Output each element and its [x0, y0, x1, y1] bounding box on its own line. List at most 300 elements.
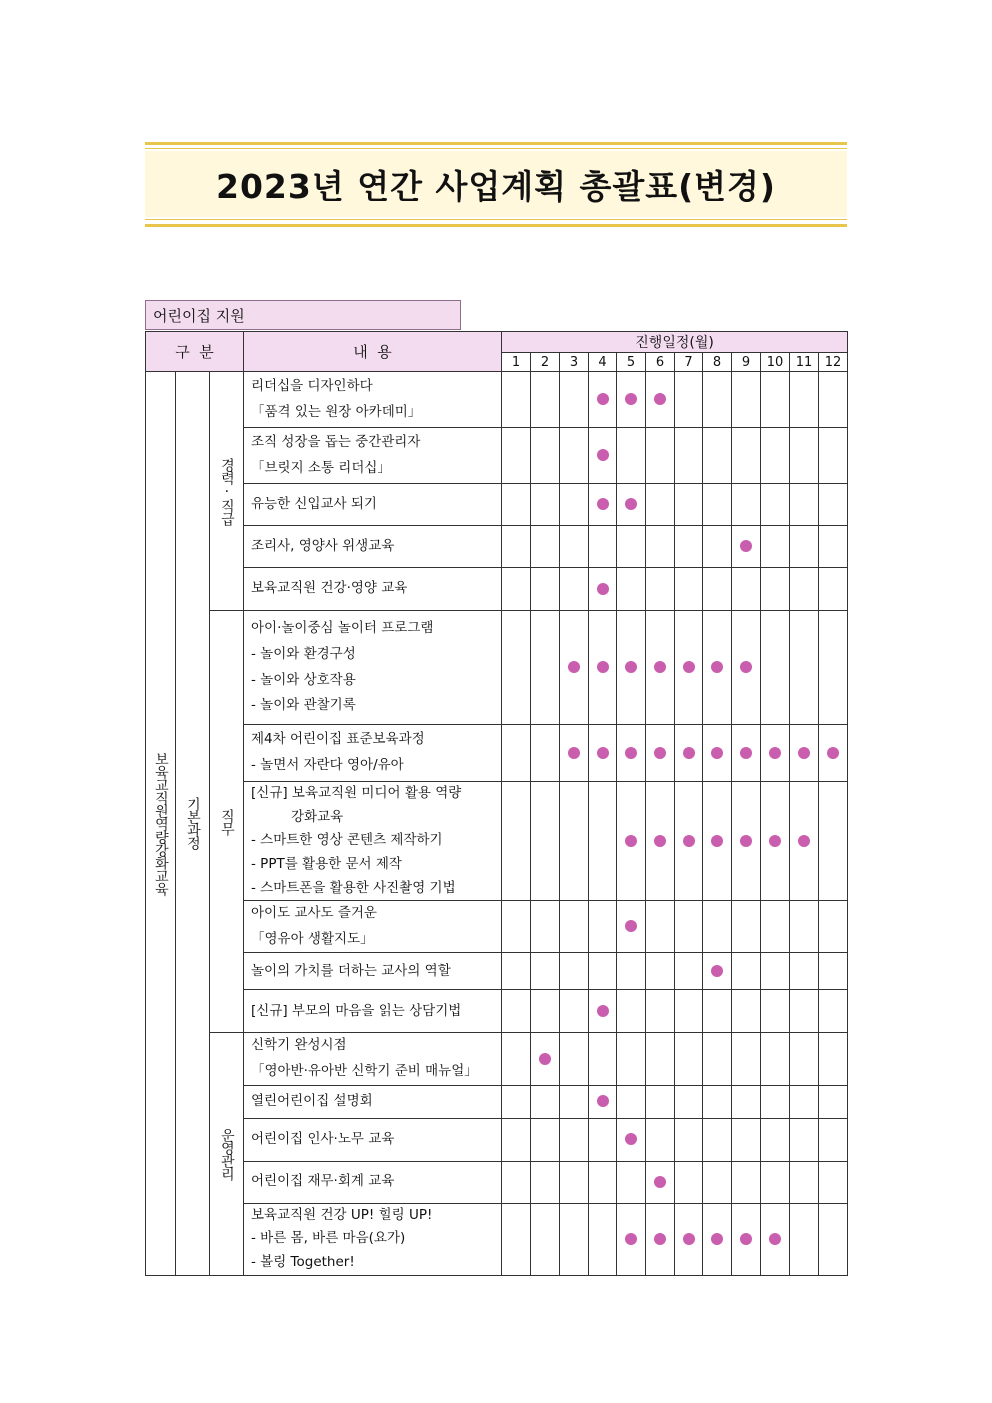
month-cell [502, 953, 531, 990]
month-cell [703, 725, 732, 782]
month-cell [761, 1203, 790, 1275]
month-cell [617, 1085, 646, 1118]
month-cell [703, 611, 732, 725]
month-cell [646, 611, 675, 725]
month-cell [819, 428, 848, 484]
month-cell [819, 901, 848, 953]
schedule-dot [827, 747, 839, 759]
month-cell [761, 953, 790, 990]
month-cell [703, 372, 732, 428]
row-content [244, 1161, 502, 1203]
schedule-dot [683, 835, 695, 847]
content-line: 아이·놀이중심 놀이터 프로그램 [251, 620, 434, 637]
month-cell [502, 1203, 531, 1275]
month-cell [761, 782, 790, 901]
month-cell [646, 428, 675, 484]
month-cell [617, 484, 646, 526]
table-row [146, 990, 848, 1033]
schedule-dot [740, 747, 752, 759]
month-cell [617, 526, 646, 568]
content-line: 유능한 신입교사 되기 [251, 495, 377, 512]
content-line: 강화교육 [291, 808, 344, 825]
content-line: - 놀이와 관찰기록 [251, 697, 356, 714]
schedule-dot [769, 747, 781, 759]
content-line: 「영유아 생활지도」 [251, 930, 374, 947]
group-level1 [146, 372, 176, 1276]
content-line: 제4차 어린이집 표준보육과정 [251, 731, 425, 748]
month-cell [703, 990, 732, 1033]
month-cell [761, 1161, 790, 1203]
month-cell [531, 1161, 560, 1203]
content-line: 조직 성장을 돕는 중간관리자 [251, 433, 421, 450]
month-header: 2 [531, 353, 560, 372]
month-cell [502, 725, 531, 782]
schedule-dot [740, 835, 752, 847]
month-cell [819, 725, 848, 782]
content-line: - 스마트한 영상 콘텐츠 제작하기 [251, 832, 443, 849]
month-cell [703, 1118, 732, 1161]
content-line: - 바른 몸, 바른 마음(요가) [251, 1230, 406, 1247]
schedule-dot [625, 747, 637, 759]
month-cell [675, 611, 703, 725]
row-content [244, 428, 502, 484]
content-line: [신규] 부모의 마음을 읽는 상담기법 [251, 1002, 462, 1019]
month-cell [732, 1161, 761, 1203]
month-cell [819, 1161, 848, 1203]
table-row [146, 901, 848, 953]
month-cell [502, 1033, 531, 1085]
month-cell [646, 990, 675, 1033]
month-cell [589, 725, 617, 782]
group-level1-text: 보육교직원역량강화교육 [152, 751, 169, 895]
month-cell [531, 1118, 560, 1161]
month-cell [589, 782, 617, 901]
row-content [244, 1085, 502, 1118]
month-cell [560, 526, 589, 568]
page-title: 2023년 연간 사업계획 총괄표(변경) [215, 166, 776, 206]
month-cell [761, 526, 790, 568]
content-line: 「브릿지 소통 리더십」 [251, 459, 391, 476]
month-cell [617, 1118, 646, 1161]
content-line: 어린이집 인사·노무 교육 [251, 1130, 395, 1147]
row-content [244, 611, 502, 725]
schedule-dot [654, 1176, 666, 1188]
month-cell [761, 1085, 790, 1118]
month-cell [703, 782, 732, 901]
schedule-dot [711, 747, 723, 759]
month-cell [761, 484, 790, 526]
month-header: 1 [502, 353, 531, 372]
schedule-dot [539, 1053, 551, 1065]
month-cell [560, 1203, 589, 1275]
month-cell [617, 372, 646, 428]
month-cell [560, 990, 589, 1033]
schedule-dot [683, 1233, 695, 1245]
month-cell [819, 611, 848, 725]
month-cell [675, 1203, 703, 1275]
month-cell [589, 526, 617, 568]
table-row [146, 782, 848, 901]
month-cell [790, 1203, 819, 1275]
month-header: 4 [589, 353, 617, 372]
title-rule [145, 224, 847, 227]
schedule-dot [597, 583, 609, 595]
month-header: 9 [732, 353, 761, 372]
row-content [244, 526, 502, 568]
content-header: 내 용 [244, 332, 502, 372]
month-cell [589, 484, 617, 526]
month-cell [703, 953, 732, 990]
month-cell [617, 901, 646, 953]
month-cell [502, 568, 531, 611]
month-cell [790, 484, 819, 526]
month-cell [502, 611, 531, 725]
month-cell [675, 484, 703, 526]
month-cell [732, 1085, 761, 1118]
month-header: 7 [675, 353, 703, 372]
schedule-dot [769, 835, 781, 847]
schedule-dot [597, 661, 609, 673]
month-cell [703, 1033, 732, 1085]
month-cell [790, 953, 819, 990]
month-cell [732, 1203, 761, 1275]
title-box [145, 151, 847, 217]
title-banner [145, 142, 847, 228]
month-cell [703, 1161, 732, 1203]
month-cell [819, 1118, 848, 1161]
row-content [244, 1118, 502, 1161]
month-cell [703, 901, 732, 953]
title-rule [145, 148, 847, 149]
month-header: 6 [646, 353, 675, 372]
content-line: - 놀이와 환경구성 [251, 645, 356, 662]
row-content [244, 372, 502, 428]
month-cell [617, 725, 646, 782]
month-cell [790, 725, 819, 782]
schedule-dot [654, 747, 666, 759]
month-cell [732, 526, 761, 568]
month-cell [675, 1085, 703, 1118]
header-row [146, 332, 848, 353]
section-tab: 어린이집 지원 [145, 300, 461, 330]
table-row [146, 611, 848, 725]
month-cell [531, 782, 560, 901]
plan-table [145, 331, 848, 1276]
title-rule [145, 142, 847, 145]
month-cell [560, 428, 589, 484]
month-cell [531, 1033, 560, 1085]
schedule-dot [597, 1005, 609, 1017]
month-cell [732, 1033, 761, 1085]
schedule-dot [740, 1233, 752, 1245]
content-line: 보육교직원 건강·영양 교육 [251, 580, 408, 597]
schedule-dot [654, 393, 666, 405]
row-content [244, 953, 502, 990]
schedule-header: 진행일정(월) [502, 332, 848, 353]
month-cell [675, 990, 703, 1033]
month-cell [531, 526, 560, 568]
month-cell [675, 568, 703, 611]
month-cell [531, 372, 560, 428]
month-cell [675, 428, 703, 484]
content-line: 보육교직원 건강 UP! 힐링 UP! [251, 1206, 433, 1223]
month-cell [790, 990, 819, 1033]
month-cell [531, 428, 560, 484]
schedule-dot [711, 1233, 723, 1245]
month-cell [646, 1161, 675, 1203]
table-row [146, 428, 848, 484]
content-line: - 놀이와 상호작용 [251, 671, 356, 688]
schedule-dot [711, 965, 723, 977]
month-cell [819, 1203, 848, 1275]
row-content [244, 725, 502, 782]
table-row [146, 953, 848, 990]
month-cell [617, 428, 646, 484]
month-cell [819, 953, 848, 990]
row-content [244, 990, 502, 1033]
month-cell [732, 725, 761, 782]
month-cell [502, 1161, 531, 1203]
month-cell [560, 953, 589, 990]
month-cell [617, 990, 646, 1033]
content-line: 「영아반·유아반 신학기 준비 매뉴얼」 [251, 1063, 478, 1080]
month-cell [589, 611, 617, 725]
group-duty [210, 611, 244, 1033]
month-cell [531, 901, 560, 953]
month-cell [502, 1085, 531, 1118]
month-cell [589, 568, 617, 611]
month-cell [732, 428, 761, 484]
month-cell [589, 1085, 617, 1118]
month-cell [819, 484, 848, 526]
month-cell [790, 782, 819, 901]
month-cell [502, 372, 531, 428]
group-level2 [176, 372, 210, 1276]
table-row [146, 1085, 848, 1118]
month-cell [560, 725, 589, 782]
schedule-dot [769, 1233, 781, 1245]
table-row [146, 725, 848, 782]
group-level2-text: 기본과정 [184, 797, 201, 850]
schedule-dot [683, 747, 695, 759]
schedule-dot [798, 747, 810, 759]
month-cell [531, 953, 560, 990]
month-header: 5 [617, 353, 646, 372]
month-cell [617, 782, 646, 901]
month-cell [703, 428, 732, 484]
month-cell [761, 725, 790, 782]
month-header: 10 [761, 353, 790, 372]
month-cell [732, 953, 761, 990]
month-cell [589, 990, 617, 1033]
row-content [244, 1203, 502, 1275]
month-cell [761, 1118, 790, 1161]
month-cell [732, 901, 761, 953]
table-row [146, 484, 848, 526]
title-rule [145, 219, 847, 220]
month-header: 11 [790, 353, 819, 372]
month-cell [589, 1033, 617, 1085]
month-cell [531, 1203, 560, 1275]
table-row [146, 1118, 848, 1161]
month-cell [703, 526, 732, 568]
month-cell [646, 526, 675, 568]
month-cell [703, 1085, 732, 1118]
month-cell [502, 782, 531, 901]
table-row [146, 526, 848, 568]
month-header: 12 [819, 353, 848, 372]
content-line: 어린이집 재무·회계 교육 [251, 1173, 395, 1190]
month-cell [761, 990, 790, 1033]
month-cell [819, 526, 848, 568]
table-row [146, 372, 848, 428]
table-row [146, 568, 848, 611]
schedule-dot [625, 1233, 637, 1245]
content-line: 놀이의 가치를 더하는 교사의 역할 [251, 962, 451, 979]
month-cell [646, 953, 675, 990]
schedule-dot [625, 498, 637, 510]
month-cell [761, 611, 790, 725]
month-cell [646, 1203, 675, 1275]
month-cell [732, 611, 761, 725]
month-cell [531, 1085, 560, 1118]
month-cell [675, 1033, 703, 1085]
schedule-dot [597, 449, 609, 461]
month-cell [646, 1118, 675, 1161]
month-cell [560, 1085, 589, 1118]
month-cell [560, 1118, 589, 1161]
month-cell [675, 953, 703, 990]
month-cell [502, 1118, 531, 1161]
content-line: 아이도 교사도 즐거운 [251, 905, 377, 922]
month-cell [819, 372, 848, 428]
month-cell [790, 428, 819, 484]
month-cell [790, 611, 819, 725]
month-cell [560, 1161, 589, 1203]
month-cell [589, 1118, 617, 1161]
month-cell [589, 1161, 617, 1203]
content-line: - 놀면서 자란다 영아/유아 [251, 757, 404, 773]
month-header: 3 [560, 353, 589, 372]
table-row [146, 1033, 848, 1085]
month-cell [560, 484, 589, 526]
content-line: - PPT를 활용한 문서 제작 [251, 855, 402, 872]
schedule-dot [711, 835, 723, 847]
month-cell [560, 901, 589, 953]
month-cell [560, 568, 589, 611]
schedule-dot [625, 1133, 637, 1145]
month-cell [617, 953, 646, 990]
month-cell [589, 953, 617, 990]
month-cell [646, 901, 675, 953]
group-career-text: 경력·직급 [218, 457, 235, 525]
month-cell [819, 1033, 848, 1085]
month-cell [761, 372, 790, 428]
schedule-dot [740, 661, 752, 673]
month-cell [502, 428, 531, 484]
schedule-dot [654, 1233, 666, 1245]
month-cell [675, 782, 703, 901]
content-line: 「품격 있는 원장 아카데미」 [251, 403, 422, 420]
schedule-dot [568, 661, 580, 673]
month-cell [646, 782, 675, 901]
month-cell [675, 901, 703, 953]
schedule-dot [597, 747, 609, 759]
schedule-dot [711, 661, 723, 673]
month-cell [560, 1033, 589, 1085]
month-cell [531, 725, 560, 782]
schedule-dot [625, 920, 637, 932]
month-cell [790, 1118, 819, 1161]
table-row [146, 1203, 848, 1275]
month-cell [531, 990, 560, 1033]
month-cell [732, 372, 761, 428]
schedule-dot [597, 393, 609, 405]
month-cell [646, 725, 675, 782]
month-cell [761, 901, 790, 953]
month-cell [703, 1203, 732, 1275]
month-cell [646, 1085, 675, 1118]
schedule-dot [798, 835, 810, 847]
month-cell [617, 568, 646, 611]
month-header: 8 [703, 353, 732, 372]
month-cell [675, 526, 703, 568]
month-cell [502, 484, 531, 526]
month-cell [790, 372, 819, 428]
month-cell [703, 568, 732, 611]
content-line: - 스마트폰을 활용한 사진촬영 기법 [251, 879, 456, 896]
schedule-dot [683, 661, 695, 673]
schedule-dot [740, 540, 752, 552]
month-cell [531, 484, 560, 526]
month-cell [819, 568, 848, 611]
month-cell [531, 568, 560, 611]
month-cell [732, 484, 761, 526]
group-operation [210, 1033, 244, 1275]
month-cell [646, 1033, 675, 1085]
schedule-dot [654, 835, 666, 847]
month-cell [732, 1118, 761, 1161]
row-content [244, 782, 502, 901]
month-cell [646, 372, 675, 428]
schedule-dot [568, 747, 580, 759]
month-cell [732, 568, 761, 611]
month-cell [646, 484, 675, 526]
month-cell [560, 611, 589, 725]
month-cell [646, 568, 675, 611]
content-line: - 볼링 Together! [251, 1253, 355, 1270]
month-cell [617, 1203, 646, 1275]
month-cell [675, 1118, 703, 1161]
month-cell [790, 1085, 819, 1118]
month-cell [502, 901, 531, 953]
group-career [210, 372, 244, 611]
month-cell [732, 990, 761, 1033]
month-cell [790, 1033, 819, 1085]
month-cell [819, 990, 848, 1033]
group-operation-text: 운영관리 [218, 1127, 235, 1180]
month-cell [790, 568, 819, 611]
schedule-dot [597, 498, 609, 510]
month-cell [675, 725, 703, 782]
month-cell [502, 990, 531, 1033]
month-cell [502, 526, 531, 568]
month-cell [732, 782, 761, 901]
month-cell [819, 1085, 848, 1118]
row-content [244, 901, 502, 953]
month-cell [531, 611, 560, 725]
month-cell [790, 526, 819, 568]
